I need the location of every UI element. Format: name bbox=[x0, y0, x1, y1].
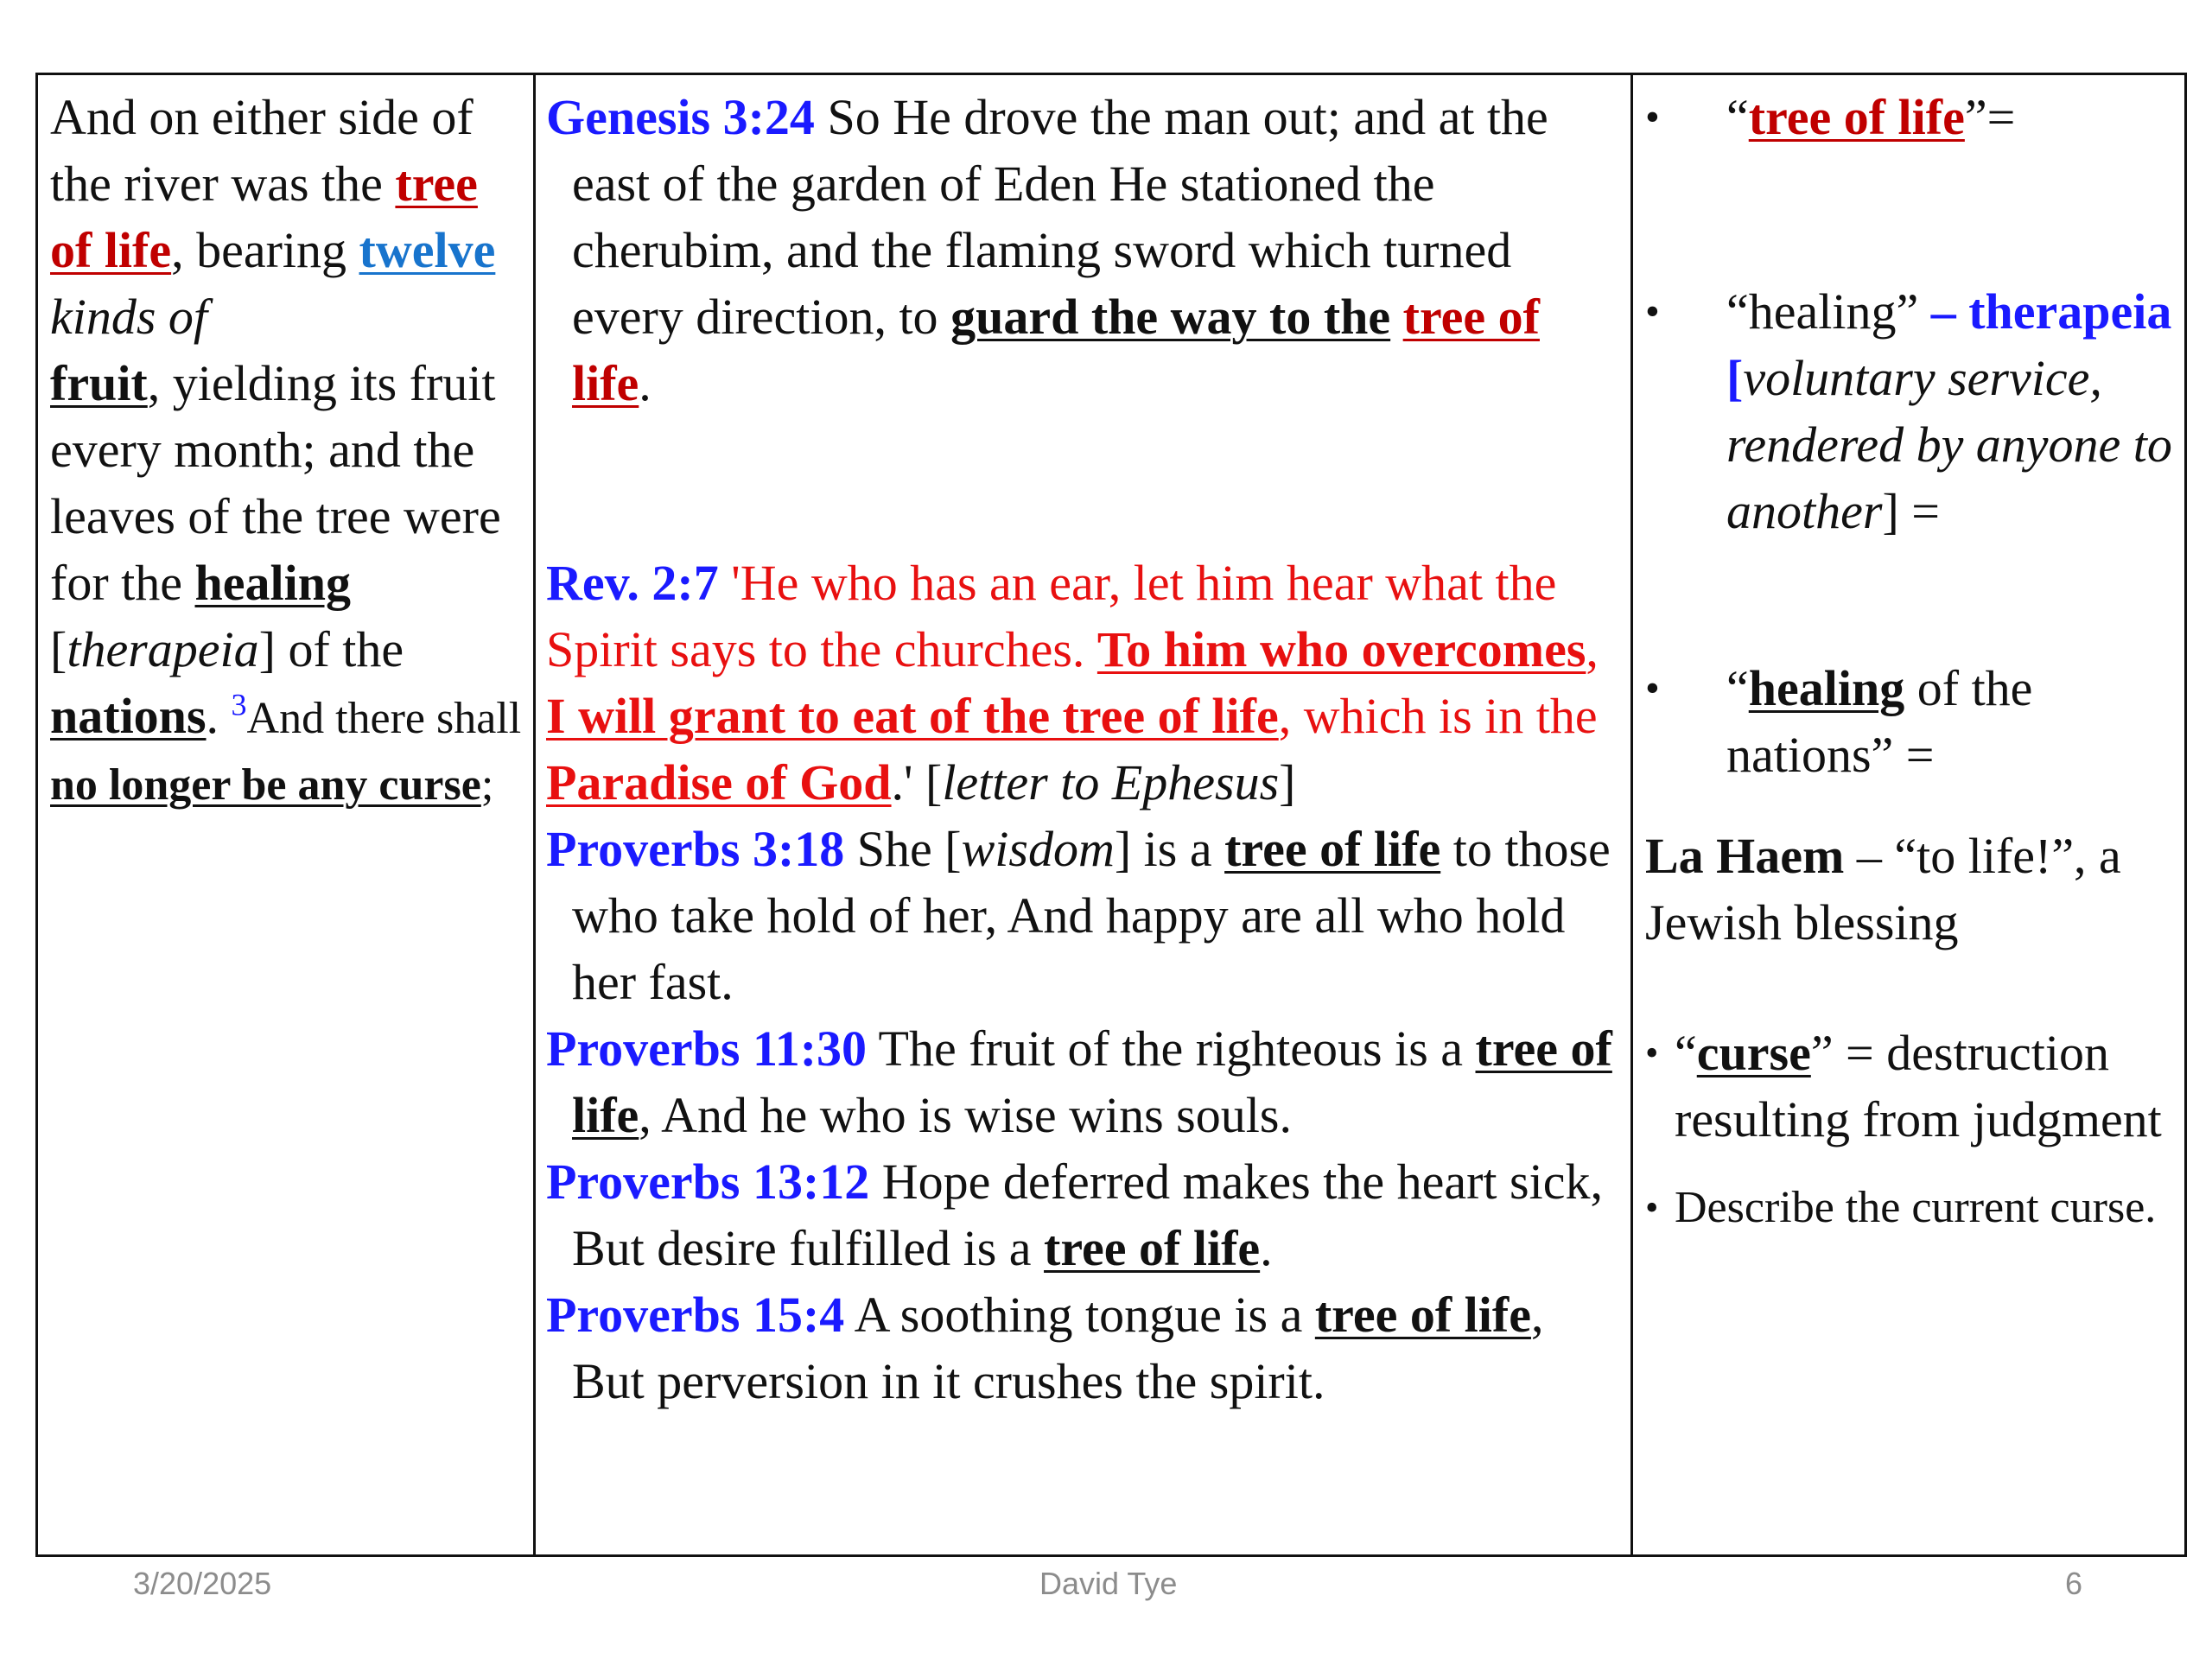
verse-text: So He drove the man out; and at the east of the garden of Eden He stationed the cherubim, and the flaming sword which turned every direction, to bbox=[572, 89, 1548, 345]
passage-text: And on either side of the river was the bbox=[50, 89, 474, 212]
spacer bbox=[1645, 150, 2172, 278]
note-text: ”= bbox=[1964, 89, 2016, 145]
proverbs-15-4-verse bbox=[546, 1281, 1620, 1414]
notes-column bbox=[1633, 75, 2184, 1554]
paradise-emphasis: Paradise of God bbox=[546, 754, 892, 810]
passage-text: , yielding its fruit every month; and the leaves of the tree were for the bbox=[50, 355, 501, 611]
therapeia-definition: voluntary service, rendered by anyone to another bbox=[1726, 350, 2172, 539]
note-text: Describe the current curse. bbox=[1675, 1183, 2157, 1232]
cross-reference-column bbox=[536, 75, 1633, 1554]
verse-reference: Proverbs 13:12 bbox=[546, 1154, 870, 1210]
verse-text: , which is in the bbox=[1278, 688, 1598, 744]
note-text: ] = bbox=[1882, 483, 1940, 539]
verse-text: , And he who is wise wins souls. bbox=[639, 1087, 1292, 1143]
bullet-icon: • bbox=[1645, 94, 1660, 140]
note-text: of the nations” = bbox=[1726, 660, 2033, 783]
verse-text: .' [ bbox=[891, 754, 943, 810]
nations-emphasis: nations bbox=[50, 688, 207, 744]
letter-note: letter to Ephesus bbox=[942, 754, 1280, 810]
tree-of-life-emphasis: tree of life bbox=[1314, 1287, 1531, 1343]
therapeia-term: – therapeia [ bbox=[1726, 283, 2172, 406]
verse-text: , bbox=[1586, 621, 1599, 677]
revelation-verse bbox=[546, 550, 1620, 816]
verse-table bbox=[35, 73, 2187, 1557]
note-text: ” = destruction resulting from judgment bbox=[1675, 1025, 2162, 1147]
note-text: “ bbox=[1726, 660, 1749, 716]
revelation-text-column bbox=[38, 75, 536, 1554]
bullet-icon: • bbox=[1645, 1032, 1659, 1074]
healing-emphasis: healing bbox=[1748, 660, 1905, 716]
overcomes-emphasis: To him who overcomes bbox=[1096, 621, 1586, 677]
proverbs-13-12-verse bbox=[546, 1148, 1620, 1281]
verse-reference: Proverbs 15:4 bbox=[546, 1287, 845, 1343]
footer-author: David Tye bbox=[1039, 1566, 1178, 1601]
healing-emphasis: healing bbox=[194, 555, 351, 611]
proverbs-11-30-verse bbox=[546, 1015, 1620, 1148]
grant-emphasis: I will grant to eat of the tree of life bbox=[546, 688, 1279, 744]
la-haem-note bbox=[1645, 823, 2172, 956]
wisdom-italic: wisdom bbox=[961, 821, 1115, 877]
verse-text: 'He who has an ear, let him hear what the Spirit says to the churches. bbox=[546, 555, 1557, 677]
fruit-emphasis: fruit bbox=[50, 355, 148, 411]
verse-text: Hope deferred makes the heart sick, But desire fulfilled is a bbox=[572, 1154, 1603, 1276]
verse-text: ] bbox=[1279, 754, 1296, 810]
tree-of-life-emphasis: tree of life bbox=[572, 1020, 1612, 1143]
verse-text: , But perversion in it crushes the spirit. bbox=[572, 1287, 1544, 1409]
kinds-of-italic: kinds of bbox=[50, 289, 208, 345]
note-tree-of-life bbox=[1645, 84, 2172, 150]
tree-of-life-emphasis: tree of life bbox=[1224, 821, 1441, 877]
therapeia-italic: therapeia bbox=[67, 621, 259, 677]
verse-reference: Proverbs 3:18 bbox=[546, 821, 845, 877]
note-text: – “to life!”, a Jewish blessing bbox=[1645, 828, 2121, 950]
spacer bbox=[1645, 1153, 2172, 1179]
note-text: “healing” bbox=[1726, 283, 1931, 340]
guard-emphasis: guard the way to the bbox=[950, 289, 1391, 345]
verse-reference: Genesis 3:24 bbox=[546, 89, 815, 145]
proverbs-3-18-verse bbox=[546, 816, 1620, 1015]
spacer bbox=[546, 416, 1620, 550]
tree-of-life-emphasis: tree of life bbox=[1748, 89, 1965, 145]
la-haem-term: La Haem bbox=[1645, 828, 1845, 884]
bullet-icon: • bbox=[1645, 665, 1660, 711]
footer-date: 3/20/2025 bbox=[133, 1566, 272, 1601]
verse-text: ] is a bbox=[1114, 821, 1225, 877]
note-healing bbox=[1645, 278, 2172, 544]
no-longer-curse-emphasis: no longer be any curse bbox=[50, 760, 481, 810]
verse-text: to those who take hold of her, And happy are all who hold her fast. bbox=[572, 821, 1611, 1010]
tree-of-life-emphasis: tree of life bbox=[572, 289, 1540, 411]
spacer bbox=[1645, 956, 2172, 1020]
spacer bbox=[1645, 788, 2172, 823]
passage-text: ; bbox=[480, 760, 494, 810]
note-describe-curse bbox=[1645, 1179, 2172, 1237]
curse-emphasis: curse bbox=[1696, 1025, 1811, 1081]
note-curse bbox=[1645, 1020, 2172, 1153]
passage-text: , bearing bbox=[171, 222, 359, 278]
footer-page-number: 6 bbox=[2065, 1566, 2083, 1601]
verse-text: She [ bbox=[844, 821, 962, 877]
bullet-icon: • bbox=[1645, 289, 1660, 334]
verse-text: A soothing tongue is a bbox=[844, 1287, 1315, 1343]
tree-of-life-emphasis: tree of life bbox=[50, 156, 478, 278]
verse-reference: Rev. 2:7 bbox=[546, 555, 719, 611]
note-text: “ bbox=[1675, 1025, 1697, 1081]
note-text: “ bbox=[1726, 89, 1749, 145]
passage-text: of the bbox=[275, 621, 404, 677]
note-healing-nations bbox=[1645, 655, 2172, 788]
spacer bbox=[1645, 544, 2172, 655]
genesis-verse: Genesis 3:24 So He drove the man out; and at the east of the garden of Eden He stationed the cherubim, and the flaming sword which turned every direction, to guard the way to the tree of life. bbox=[546, 89, 1548, 411]
revelation-22-passage: And on either side of the river was the tree of life, bearing twelve kinds of fruit, yielding its fruit every month; and the leaves of the tree were for the healing [therapeia] of the nations. $^3$And there shall no longer be any curse; bbox=[50, 89, 522, 810]
verse-reference: Proverbs 11:30 bbox=[546, 1020, 868, 1077]
verse-text: . bbox=[1260, 1220, 1273, 1276]
verse-text: The fruit of the righteous is a bbox=[867, 1020, 1476, 1077]
passage-text: And there shall bbox=[246, 694, 522, 743]
tree-of-life-emphasis: tree of life bbox=[1044, 1220, 1261, 1276]
verse-number: 3 bbox=[231, 687, 247, 722]
twelve-emphasis: twelve bbox=[359, 222, 496, 278]
bullet-icon: • bbox=[1645, 1186, 1659, 1229]
